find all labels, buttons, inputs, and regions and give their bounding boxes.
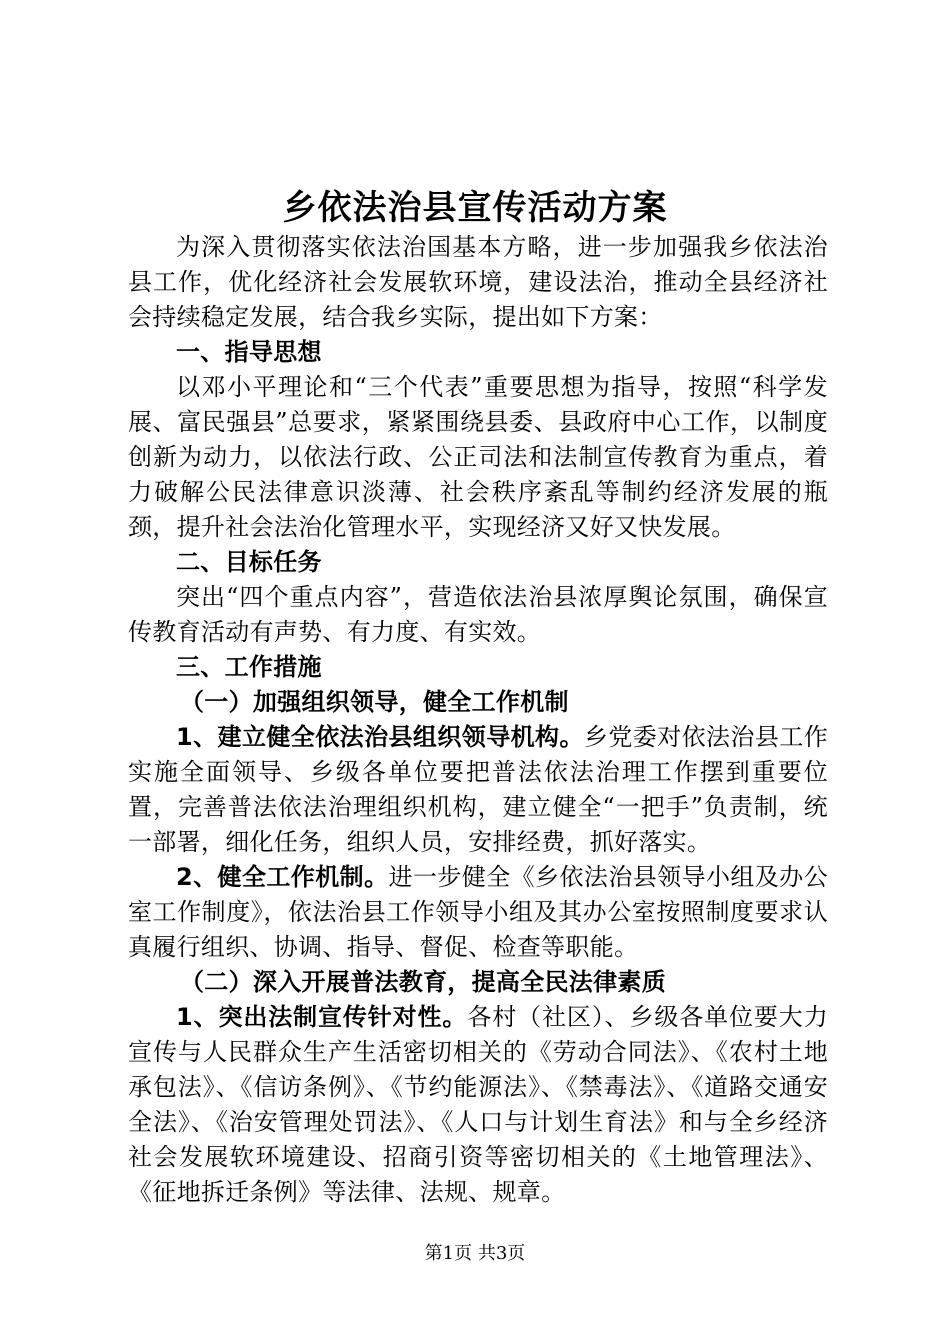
measure-item-1-text: 乡党委对依法治县工作实施全面领导、乡级各单位要把普法依法治理工作摆到重要位置，完善普法依法治理组织机构，建立健全“一把手”负责制，统一部署，细化任务，组织人员，安排经费，抓好落实。	[128, 723, 828, 856]
page-number: 第1页 共3页	[424, 1243, 526, 1264]
measure-item-2-lead: 2、健全工作机制。	[176, 863, 389, 891]
measure-item-1	[128, 720, 828, 860]
subsection-heading-organization: （一）加强组织领导，健全工作机制	[180, 688, 569, 716]
section-heading-guiding-ideology: 一、指导思想	[176, 338, 322, 366]
measure-item-2	[128, 860, 828, 965]
document-title: 乡依法治县宣传活动方案	[282, 188, 668, 228]
section-paragraph-guiding-ideology: 以邓小平理论和“三个代表”重要思想为指导，按照“科学发展、富民强县”总要求，紧紧围绕县委、县政府中心工作，以制度创新为动力，以依法行政、公正司法和法制宣传教育为重点，着力破解公民法律意识淡薄、社会秩序紊乱等制约经济发展的瓶颈，提升社会法治化管理水平，实现经济又好又快发展。	[128, 373, 828, 541]
measure-item-3-lead: 1、突出法制宣传针对性。	[176, 1003, 468, 1031]
section-paragraph-goals: 突出“四个重点内容”，营造依法治县浓厚舆论氛围，确保宣传教育活动有声势、有力度、有实效。	[128, 583, 828, 646]
document-body	[128, 230, 828, 1210]
measure-item-2-text: 进一步健全《乡依法治县领导小组及办公室工作制度》，依法治县工作领导小组及其办公室按照制度要求认真履行组织、协调、指导、督促、检查等职能。	[128, 863, 828, 961]
intro-paragraph: 为深入贯彻落实依法治国基本方略，进一步加强我乡依法治县工作，优化经济社会发展软环境，建设法治，推动全县经济社会持续稳定发展，结合我乡实际，提出如下方案：	[128, 233, 828, 331]
measure-item-1-lead: 1、建立健全依法治县组织领导机构。	[176, 723, 584, 751]
measure-item-3	[128, 1000, 828, 1210]
section-heading-goals: 二、目标任务	[176, 548, 322, 576]
section-heading-measures: 三、工作措施	[176, 653, 322, 681]
measure-item-3-text: 各村（社区）、乡级各单位要大力宣传与人民群众生产生活密切相关的《劳动合同法》、《农村土地承包法》、《信访条例》、《节约能源法》、《禁毒法》、《道路交通安全法》、《治安管理处罚法》、《人口与计划生育法》和与全乡经济社会发展软环境建设、招商引资等密切相关的《土地管理法》、《征地拆迁条例》等法律、法规、规章。	[128, 1003, 828, 1206]
subsection-heading-legal-education: （二）深入开展普法教育，提高全民法律素质	[180, 968, 666, 996]
